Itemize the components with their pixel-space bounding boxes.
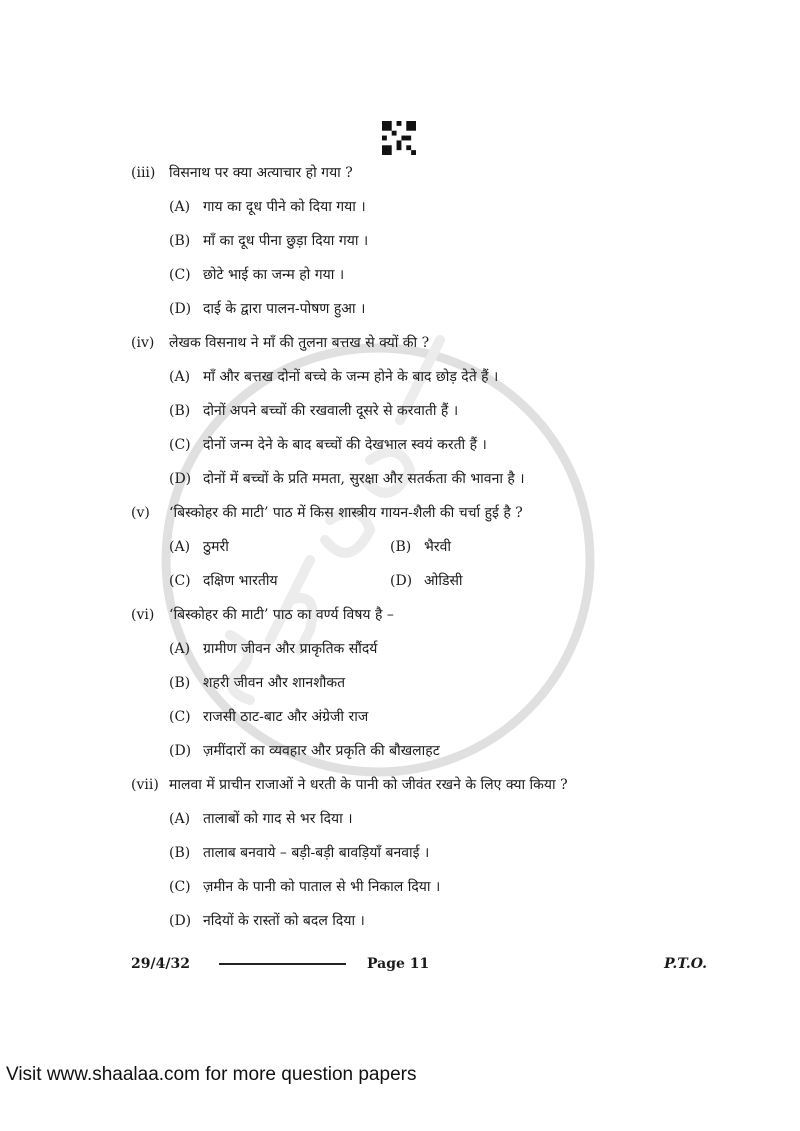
option-label: (A) (169, 369, 191, 385)
option-text: नदियों के रास्तों को बदल दिया । (203, 913, 365, 929)
option-text: दोनों जन्म देने के बाद बच्चों की देखभाल स्वयं करती हैं । (203, 437, 487, 453)
question-row (131, 156, 751, 190)
option-label: (D) (169, 743, 192, 759)
option-text: शहरी जीवन और शानशौकत (203, 675, 346, 691)
page-footer (131, 954, 711, 974)
option-label: (B) (390, 539, 412, 555)
question-text: मालवा में प्राचीन राजाओं ने धरती के पानी को जीवंत रखने के लिए क्या किया ? (169, 777, 568, 793)
option-label: (D) (390, 573, 413, 589)
question-row (131, 768, 751, 802)
option-text: गाय का दूध पीने को दिया गया । (203, 199, 366, 215)
option-row (131, 190, 751, 224)
option-label: (D) (169, 913, 192, 929)
qr-code-icon (382, 121, 416, 155)
option-row (131, 564, 751, 598)
option-text: ज़मींदारों का व्यवहार और प्रकृति की बौखलाहट (203, 743, 440, 759)
option-row (131, 700, 751, 734)
question-row (131, 326, 751, 360)
option-row (131, 428, 751, 462)
option-label: (C) (169, 879, 191, 895)
option-text: ग्रामीण जीवन और प्राकृतिक सौंदर्य (203, 641, 378, 657)
option-cell (390, 532, 611, 562)
option-text: भैरवी (424, 539, 451, 555)
option-text: दोनों में बच्चों के प्रति ममता, सुरक्षा और सतर्कता की भावना है । (203, 471, 525, 487)
question-number: (vii) (131, 777, 159, 793)
option-row (131, 530, 751, 564)
footer-rule (219, 963, 346, 965)
option-row (131, 360, 751, 394)
option-label: (B) (169, 845, 191, 861)
option-text: माँ का दूध पीना छुड़ा दिया गया । (203, 233, 369, 249)
question-number: (vi) (131, 607, 155, 623)
option-label: (C) (169, 267, 191, 283)
question-text: ‘बिस्कोहर की माटी’ पाठ में किस शास्त्रीय गायन-शैली की चर्चा हुई है ? (169, 505, 523, 521)
option-text: छोटे भाई का जन्म हो गया । (203, 267, 345, 283)
option-text: तालाबों को गाद से भर दिया । (203, 811, 353, 827)
option-row (131, 870, 751, 904)
option-label: (A) (169, 641, 191, 657)
option-row (131, 224, 751, 258)
option-label: (A) (169, 199, 191, 215)
option-text: तालाब बनवाये – बड़ी-बड़ी बावड़ियाँ बनवाई । (203, 845, 430, 861)
question-text: विसनाथ पर क्या अत्याचार हो गया ? (169, 165, 353, 181)
question-number: (iii) (131, 165, 156, 181)
option-text: ज़मीन के पानी को पाताल से भी निकाल दिया । (203, 879, 441, 895)
option-text: राजसी ठाट-बाट और अंग्रेजी राज (203, 709, 369, 725)
option-row (131, 394, 751, 428)
option-row (131, 836, 751, 870)
option-label: (C) (169, 437, 191, 453)
option-text: दक्षिण भारतीय (203, 573, 278, 589)
option-text: दाई के द्वारा पालन-पोषण हुआ । (203, 301, 366, 317)
option-text: माँ और बत्तख दोनों बच्चे के जन्म होने के बाद छोड़ देते हैं । (203, 369, 499, 385)
option-label: (D) (169, 471, 192, 487)
option-text: दोनों अपने बच्चों की रखवाली दूसरे से करवाती हैं । (203, 403, 459, 419)
question-number: (iv) (131, 335, 155, 351)
question-row (131, 496, 751, 530)
option-cell (390, 566, 611, 596)
option-label: (A) (169, 811, 191, 827)
bottom-banner: Visit www.shaalaa.com for more question papers (6, 1064, 417, 1085)
option-cell (169, 566, 390, 596)
option-row (131, 462, 751, 496)
option-label: (B) (169, 403, 191, 419)
question-text: लेखक विसनाथ ने माँ की तुलना बत्तख से क्यों की ? (169, 335, 430, 351)
option-text: ओडिसी (424, 573, 463, 589)
option-row (131, 632, 751, 666)
option-label: (D) (169, 301, 192, 317)
option-row (131, 666, 751, 700)
option-text: ठुमरी (203, 539, 229, 555)
question-number: (v) (131, 505, 150, 521)
option-label: (C) (169, 573, 191, 589)
option-cell (169, 532, 390, 562)
option-label: (B) (169, 675, 191, 691)
option-row (131, 802, 751, 836)
pto-label: P.T.O. (664, 956, 707, 972)
question-text: ‘बिस्कोहर की माटी’ पाठ का वर्ण्य विषय है – (169, 607, 394, 623)
option-label: (C) (169, 709, 191, 725)
paper-code: 29/4/32 (131, 956, 190, 972)
option-label: (A) (169, 539, 191, 555)
option-row (131, 904, 751, 938)
option-label: (B) (169, 233, 191, 249)
option-row (131, 292, 751, 326)
option-row (131, 258, 751, 292)
question-row (131, 598, 751, 632)
option-row (131, 734, 751, 768)
page-number: Page 11 (367, 956, 430, 972)
question-list (131, 156, 751, 938)
